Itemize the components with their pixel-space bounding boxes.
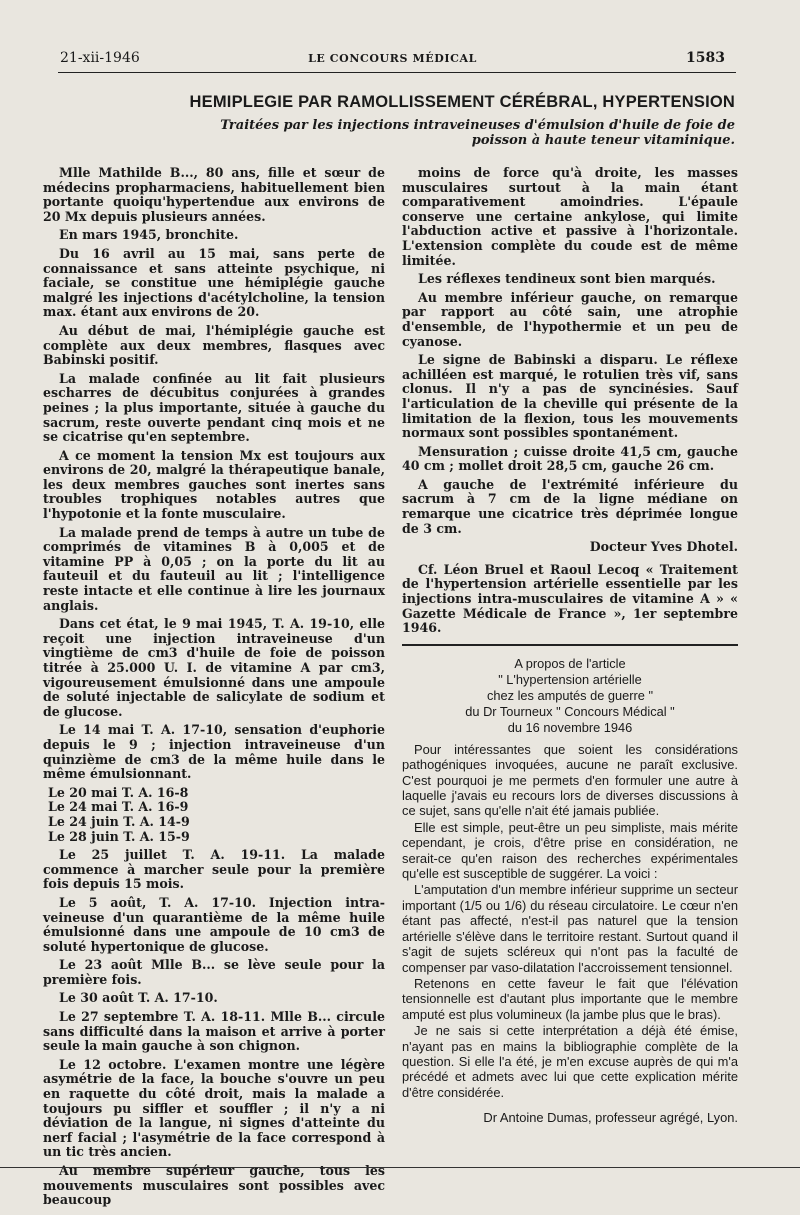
tension-reading: Le 24 mai T. A. 16-9 <box>48 799 189 815</box>
heading-line: du Dr Tourneux " Concours Médical " <box>465 703 675 719</box>
case-paragraph: Le 23 août Mlle B... se lève seule pour la première fois. <box>43 957 385 987</box>
case-paragraph: La malade confinée au lit fait plusieurs escharres de décubitus conjurées à grandes peines ; la plus importante, située à gauche du sacrum, reste ouverte pendant cinq mois et ne se cicatrise qu'en septembre. <box>43 370 385 445</box>
case-paragraph: Le 27 septembre T. A. 18-11. Mlle B... circule sans difficulté dans la maison et arrive à porter seule la main gauche à son chignon. <box>43 1009 385 1054</box>
case-paragraph: Le 12 octobre. L'examen montre une légère asymétrie de la face, la bouche s'ouvre un peu en raquette du côté droit, mais la malade a toujours pu siffler et souffler ; il n'y a ni déviation de la langue, ni signes d'atteinte du nerf facial ; l'asymétrie de la face correspond à un tic très ancien. <box>43 1056 385 1160</box>
case-paragraph: Le signe de Babinski a disparu. Le réflexe achilléen est marqué, le rotulien très vif, sans clonus. Il n'y a pas de syncinésies. Sauf l'articulation de la cheville qui présente de la limitation de la flexion, tous les mouvements normaux sont possibles spontanément. <box>402 352 738 441</box>
article-subtitle: Traitées par les injections intraveineuses d'émulsion d'huile de foie de poisson à haute teneur vitaminique. <box>220 118 735 148</box>
case-paragraph: Mensuration ; cuisse droite 41,5 cm, gauche 40 cm ; mollet droit 28,5 cm, gauche 26 cm. <box>402 443 738 474</box>
case-paragraph: Au début de mai, l'hémiplégie gauche est complète aux deux membres, flasques avec Babinski positif. <box>43 322 385 368</box>
running-head <box>60 50 725 72</box>
body-paragraph: Je ne sais si cette interprétation a déjà été émise, n'ayant pas en mains la bibliographie complète de la question. Si elle l'a été, je m'en excuse auprès de qui m'a précédé et admets avec lui que cette explication mérite d'être considérée. <box>402 1023 738 1100</box>
tension-reading: Le 20 mai T. A. 16-8 <box>48 784 189 800</box>
case-paragraph: La malade prend de temps à autre un tube de comprimés de vitamines B à 0,005 et de vitamine PP à 0,05 ; on la porte du lit au fauteuil et du fauteuil au lit ; l'intelligence reste intacte et elle continue à lire les journaux anglais. <box>43 524 385 613</box>
case-paragraph: En mars 1945, bronchite. <box>59 227 239 243</box>
heading-line: du 16 novembre 1946 <box>507 719 633 735</box>
left-column <box>43 166 385 1212</box>
section-rule <box>402 644 738 646</box>
heading-line: " L'hypertension artérielle <box>498 671 642 687</box>
page-number: 1583 <box>686 50 725 66</box>
case-paragraph: Mlle Mathilde B..., 80 ans, fille et sœur de médecins propharmaciens, habituellement bien portante quoiqu'hypertendue aux environs de 20 Mx depuis plusieurs années. <box>43 165 385 224</box>
case-paragraph: Au membre supérieur gauche, tous les mouvements musculaires sont possibles avec beaucoup <box>43 1163 385 1208</box>
header-rule <box>58 72 736 73</box>
case-paragraph: Du 16 avril au 15 mai, sans perte de connaissance et sans atteinte psychique, ni faciale, se constitue une hémiplégie gauche malgré les injections d'acétylcholine, la tension max. étant aux environs de 20. <box>43 245 385 320</box>
second-article-body <box>402 742 738 1126</box>
article-title: HEMIPLEGIE PAR RAMOLLISSEMENT CÉRÉBRAL, HYPERTENSION <box>189 93 735 111</box>
issue-date: 21-xii-1946 <box>60 50 140 66</box>
case-paragraph: Dans cet état, le 9 mai 1945, T. A. 19-10, elle reçoit une injection intraveineuse d'un vingtième de cm3 d'huile de foie de poisson titrée à 25.000 U. I. de vitamine A par cm3, vigoureusement émulsionné dans une ampoule de soluté injectable de salicylate de sodium et de glucose. <box>43 616 385 719</box>
right-column <box>402 166 738 1134</box>
case-paragraph: Le 14 mai T. A. 17-10, sensation d'euphorie depuis le 9 ; injection intraveineuse d'un quinzième de cm3 de la même huile dans le même émulsionnant. <box>43 722 385 782</box>
reference-note: Cf. Léon Bruel et Raoul Lecoq « Traitement de l'hypertension artérielle essentielle par les injections intra-musculaires de vitamine A » « Gazette Médicale de France », 1er septembre 1946. <box>402 561 738 636</box>
second-article-heading <box>402 656 738 736</box>
case-paragraph: moins de force qu'à droite, les masses musculaires surtout à la main étant comparativement amoindries. L'épaule conserve une certaine ankylose, qui limite l'abduction active et passive à l'horizontale. L'extension complète du coude est de même limitée. <box>402 165 738 268</box>
tension-reading: Le 24 juin T. A. 14-9 <box>48 813 190 829</box>
case-paragraph: Le 5 août, T. A. 17-10. Injection intra-veineuse d'un quarantième de la même huile émulsionné dans une ampoule de 10 cm3 de soluté hypertonique de glucose. <box>43 894 385 954</box>
body-paragraph: Retenons en cette faveur le fait que l'élévation tensionnelle est d'autant plus importante que le membre amputé est plus volumineux (la jambe plus que le bras). <box>402 975 738 1022</box>
body-paragraph: Pour intéressantes que soient les considérations pathogéniques invoquées, aucune ne paraît exclusive. C'est pourquoi je me permets d'en formuler une autre à laquelle j'avais eu recours lors de diverses discussions à ce sujet, sans qu'elle n'ait été jamais publiée. <box>402 741 738 819</box>
footer-rule <box>0 1167 800 1168</box>
case-paragraph: Au membre inférieur gauche, on remarque par rapport au côté sain, une atrophie d'ensemble, de l'hypothermie et un peu de cyanose. <box>402 289 738 349</box>
tension-reading: Le 28 juin T. A. 15-9 <box>48 828 190 844</box>
heading-line: A propos de l'article <box>514 655 626 671</box>
body-paragraph: Elle est simple, peut-être un peu simpliste, mais mérite cependant, je crois, d'être prise en considération, ne serait-ce qu'en raison des recherches expérimentales qu'elle est susceptible de suggérer. La voici : <box>402 819 738 882</box>
author-signature: Dr Antoine Dumas, professeur agrégé, Lyon. <box>483 1110 738 1126</box>
case-paragraph: A gauche de l'extrémité inférieure du sacrum à 7 cm de la ligne médiane on remarque une cicatrice très déprimée longue de 3 cm. <box>402 476 738 536</box>
journal-name: LE CONCOURS MÉDICAL <box>308 52 477 65</box>
case-paragraph: Le 25 juillet T. A. 19-11. La malade commence à marcher seule pour la première fois depuis 15 mois. <box>43 847 385 892</box>
case-paragraph: Le 30 août T. A. 17-10. <box>59 990 218 1006</box>
heading-line: chez les amputés de guerre " <box>486 687 654 703</box>
author-signature: Docteur Yves Dhotel. <box>589 539 738 555</box>
case-paragraph: A ce moment la tension Mx est toujours aux environs de 20, malgré la thérapeutique banale, les deux membres gauches sont inertes sans troubles trophiques notables autres que l'hypotonie et la fonte musculaire. <box>43 447 385 522</box>
body-paragraph: L'amputation d'un membre inférieur supprime un secteur important (1/5 ou 1/6) du réseau circulatoire. Le cœur n'en étant pas affecté, n'est-il pas naturel que la tension artérielle s'élève dans le territoire restant. Surtout quand il s'agit de sujets scléreux qui n'ont pas la faculté de compenser par vaso-dilatation l'accroissement tensionnel. <box>402 882 738 975</box>
case-paragraph: Les réflexes tendineux sont bien marqués. <box>418 271 716 287</box>
